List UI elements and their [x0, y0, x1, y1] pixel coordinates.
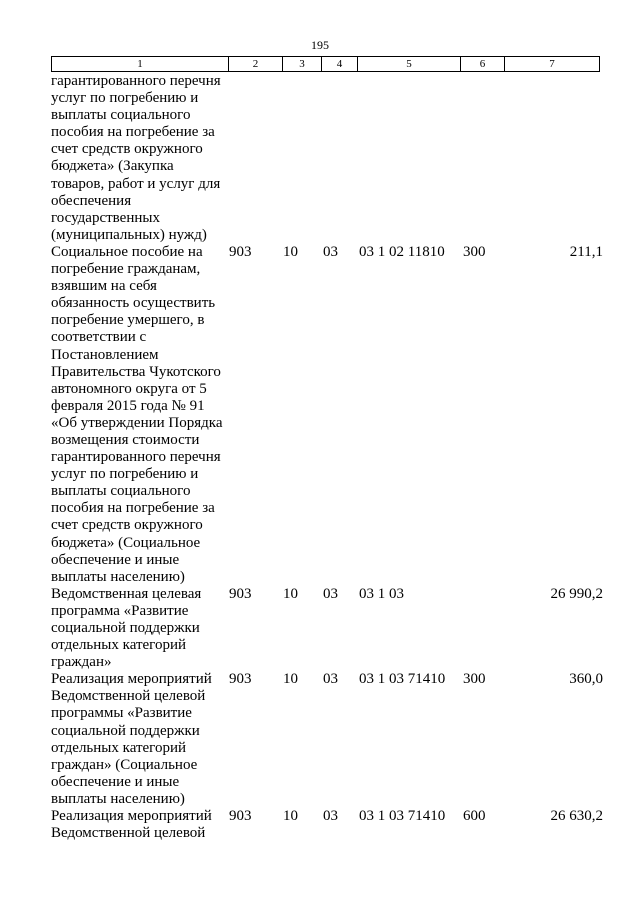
budget-table-body: [51, 73, 603, 842]
column-header-5: 5: [358, 57, 461, 72]
expense-type-code: 300: [463, 671, 486, 688]
column-header-1: 1: [52, 57, 229, 72]
expense-type-code: 600: [463, 808, 486, 825]
table-row: [51, 671, 603, 808]
amount: 26 990,2: [550, 585, 603, 602]
expense-type-code: 300: [463, 243, 486, 260]
row-description: Реализация мероприятий Ведомственной целевой программы «Развитие социальной поддержки отдельных категорий граждан» (Социальное обеспечение и иные выплаты населению): [51, 671, 212, 807]
target-article-code: 03 1 03: [359, 585, 404, 602]
subsection-code: 03: [323, 671, 338, 688]
section-code: 10: [283, 671, 298, 688]
amount: 211,1: [569, 243, 603, 260]
column-header-row: [51, 56, 600, 72]
subsection-code: 03: [323, 243, 338, 260]
table-row: [51, 586, 603, 671]
target-article-code: 03 1 02 11810: [359, 243, 445, 260]
column-header-2: 2: [229, 57, 283, 72]
target-article-code: 03 1 03 71410: [359, 671, 446, 688]
page-number: 195: [311, 38, 329, 52]
ministry-code: 903: [229, 808, 252, 825]
row-description: Реализация мероприятий Ведомственной целевой: [51, 808, 212, 842]
column-header-7: 7: [505, 57, 600, 72]
table-row: [51, 244, 603, 586]
row-description: Ведомственная целевая программа «Развитие социальной поддержки отдельных категорий граждан»: [51, 585, 202, 671]
column-header-6: 6: [461, 57, 505, 72]
row-description: Социальное пособие на погребение гражданам, взявшим на себя обязанность осуществить погребение умершего, в соответствии с Постановлением Правительства Чукотского автономного округа от 5 февраля 2015 года № 91 «Об утверждении Порядка возмещения стоимости гарантированного перечня услуг по погребению и выплаты социального пособия на погребение за счет средств окружного бюджета» (Социальное обеспечение и иные выплаты населению): [51, 243, 223, 585]
amount: 26 630,2: [550, 808, 603, 825]
column-header-4: 4: [322, 57, 358, 72]
subsection-code: 03: [323, 585, 338, 602]
amount: 360,0: [569, 671, 603, 688]
target-article-code: 03 1 03 71410: [359, 808, 446, 825]
section-code: 10: [283, 585, 298, 602]
subsection-code: 03: [323, 808, 338, 825]
ministry-code: 903: [229, 243, 252, 260]
section-code: 10: [283, 243, 298, 260]
column-header-3: 3: [283, 57, 322, 72]
ministry-code: 903: [229, 671, 252, 688]
section-code: 10: [283, 808, 298, 825]
table-row: [51, 73, 603, 244]
ministry-code: 903: [229, 585, 252, 602]
row-description: гарантированного перечня услуг по погребению и выплаты социального пособия на погребение за счет средств окружного бюджета» (Закупка товаров, работ и услуг для обеспечения государственных (муниципальных) нужд): [51, 73, 221, 243]
table-row: [51, 808, 603, 842]
